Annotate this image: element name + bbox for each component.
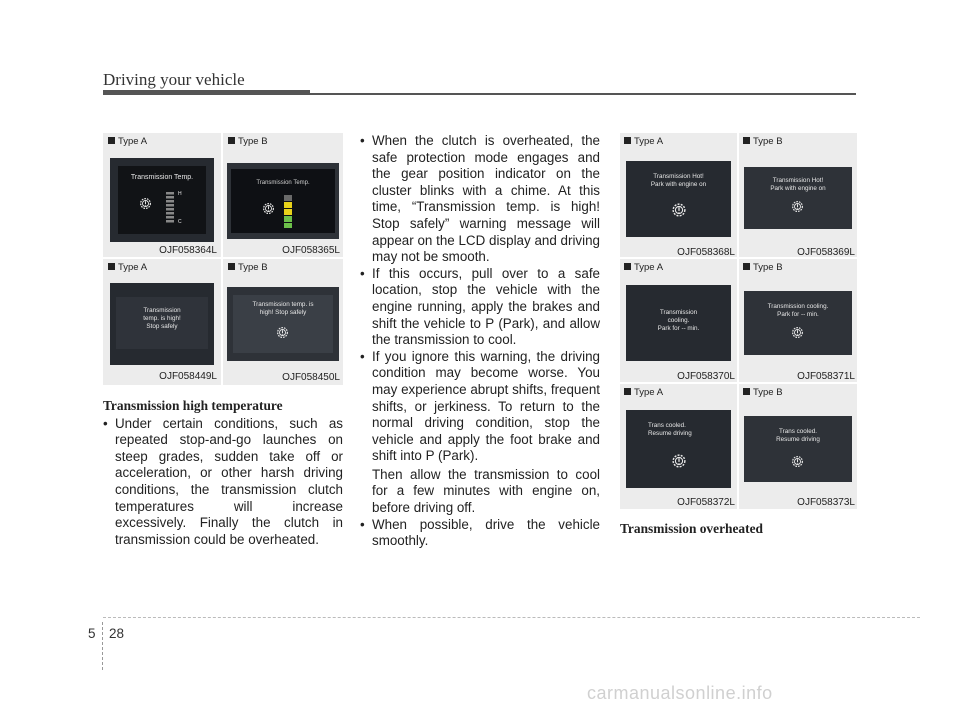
gauge-cold-mark: C <box>178 219 182 225</box>
lcd-message: Transmission temp. is high! Stop safely <box>252 301 314 316</box>
lcd-message: Trans cooled. Resume driving <box>648 422 692 437</box>
transmission-gear-icon <box>790 199 805 214</box>
type-label: Type A <box>624 262 663 273</box>
left-figure-panel <box>103 133 343 385</box>
lcd-message: Transmission cooling. Park for -- min. <box>657 309 700 332</box>
type-label: Type B <box>743 262 783 273</box>
transmission-gear-icon <box>670 201 688 219</box>
type-label: Type B <box>228 262 268 273</box>
figure-code: OJF058364L <box>159 245 217 256</box>
temperature-gauge-icon <box>164 190 176 226</box>
type-label: Type A <box>624 136 663 147</box>
lcd-screen <box>227 287 339 361</box>
figure-cell <box>620 133 737 257</box>
bullet-item: • Under certain conditions, such as repeated stop-and-go launches on steep grades, sudden take off or acceleration, or other harsh driving conditions, the transmission clutch temperatures will increase excessively. Finally the clutch in transmission could be overheated. <box>103 415 343 547</box>
type-label: Type B <box>743 387 783 398</box>
figure-cell <box>739 259 857 382</box>
figure-cell <box>103 259 221 385</box>
lcd-message: Transmission Temp. <box>256 180 310 186</box>
lcd-message: Transmission Temp. <box>130 174 194 181</box>
figure-code: OJF058368L <box>677 247 735 258</box>
bullet-item: • If you ignore this warning, the driving condition may become worse. You may experience abrupt shifts, frequent shifts, or jerkiness. To return to the normal driving condition, stop the vehicle and apply the foot brake and shift into P (Park). <box>360 348 600 464</box>
transmission-gear-icon <box>138 196 153 211</box>
footer-divider <box>102 622 103 670</box>
header-rule-thin <box>310 93 856 95</box>
figure-cell <box>620 384 737 509</box>
lcd-screen <box>227 163 339 239</box>
figure-code: OJF058372L <box>677 497 735 508</box>
gauge-hot-mark: H <box>178 191 182 197</box>
bullet-item: • When possible, drive the vehicle smoothly. <box>360 516 600 549</box>
footer-rule <box>103 617 920 618</box>
temperature-gauge-icon <box>283 193 293 229</box>
lcd-screen <box>744 291 852 355</box>
figure-code: OJF058450L <box>282 372 340 383</box>
lcd-screen <box>744 416 852 482</box>
figure-cell <box>739 384 857 509</box>
type-label: Type A <box>624 387 663 398</box>
transmission-gear-icon <box>790 325 805 340</box>
type-label: Type A <box>108 262 147 273</box>
transmission-gear-icon <box>670 452 688 470</box>
figure-code: OJF058370L <box>677 371 735 382</box>
page-number: 28 <box>109 626 125 641</box>
lcd-message: Transmission Hot! Park with engine on <box>770 177 826 192</box>
bullet-dot: • <box>360 348 365 364</box>
bullet-dot: • <box>360 133 365 148</box>
figure-code: OJF058373L <box>797 497 855 508</box>
bullet-item: • If this occurs, pull over to a safe location, stop the vehicle with the engine running, apply the brakes and shift the vehicle to P (Park), and allow the transmission to cool. <box>360 265 600 348</box>
bullet-dot: • <box>360 516 365 532</box>
lcd-message: Transmission Hot! Park with engine on <box>650 173 707 188</box>
transmission-gear-icon <box>275 325 290 340</box>
header-rule-thick <box>103 90 310 95</box>
figure-code: OJF058365L <box>282 245 340 256</box>
lcd-screen <box>626 285 731 361</box>
lcd-screen <box>626 410 731 488</box>
lcd-message: Transmission cooling. Park for -- min. <box>767 303 829 318</box>
lcd-screen <box>626 161 731 237</box>
figure-cell <box>223 259 343 385</box>
chapter-number: 5 <box>88 626 96 641</box>
subsection-heading: Transmission high temperature <box>103 398 283 413</box>
bullet-dot: • <box>360 265 365 281</box>
figure-cell <box>103 133 221 257</box>
continuation-paragraph: Then allow the transmission to cool for a few minutes with engine on, before driving off. <box>372 466 600 516</box>
transmission-gear-icon <box>790 454 805 469</box>
section-title: Driving your vehicle <box>103 70 245 89</box>
figure-code: OJF058369L <box>797 247 855 258</box>
figure-cell <box>739 133 857 257</box>
bullet-dot: • <box>103 415 108 431</box>
middle-text-column <box>360 133 600 550</box>
bullet-item: • When the clutch is overheated, the safe protection mode engages and the gear position indicator on the cluster blinks with a chime. At this time, “Transmission temp. is high! Stop safely” warning message will appear on the LCD display and driving may not be smooth. <box>360 133 600 265</box>
figure-code: OJF058449L <box>159 371 217 382</box>
left-text-column <box>103 398 343 548</box>
lcd-message: Transmission temp. is high! Stop safely <box>143 307 181 330</box>
lcd-screen <box>110 283 214 365</box>
figure-code: OJF058371L <box>797 371 855 382</box>
transmission-gear-icon <box>261 201 276 216</box>
type-label: Type A <box>108 136 147 147</box>
figure-cell <box>620 259 737 382</box>
figure-cell <box>223 133 343 257</box>
lcd-message: Trans cooled. Resume driving <box>776 428 820 443</box>
right-figure-panel <box>620 133 857 509</box>
lcd-screen <box>110 158 214 242</box>
type-label: Type B <box>228 136 268 147</box>
lcd-screen <box>744 167 852 229</box>
type-label: Type B <box>743 136 783 147</box>
figure-caption: Transmission overheated <box>620 521 763 536</box>
watermark-text: carmanualsonline.info <box>587 683 773 703</box>
